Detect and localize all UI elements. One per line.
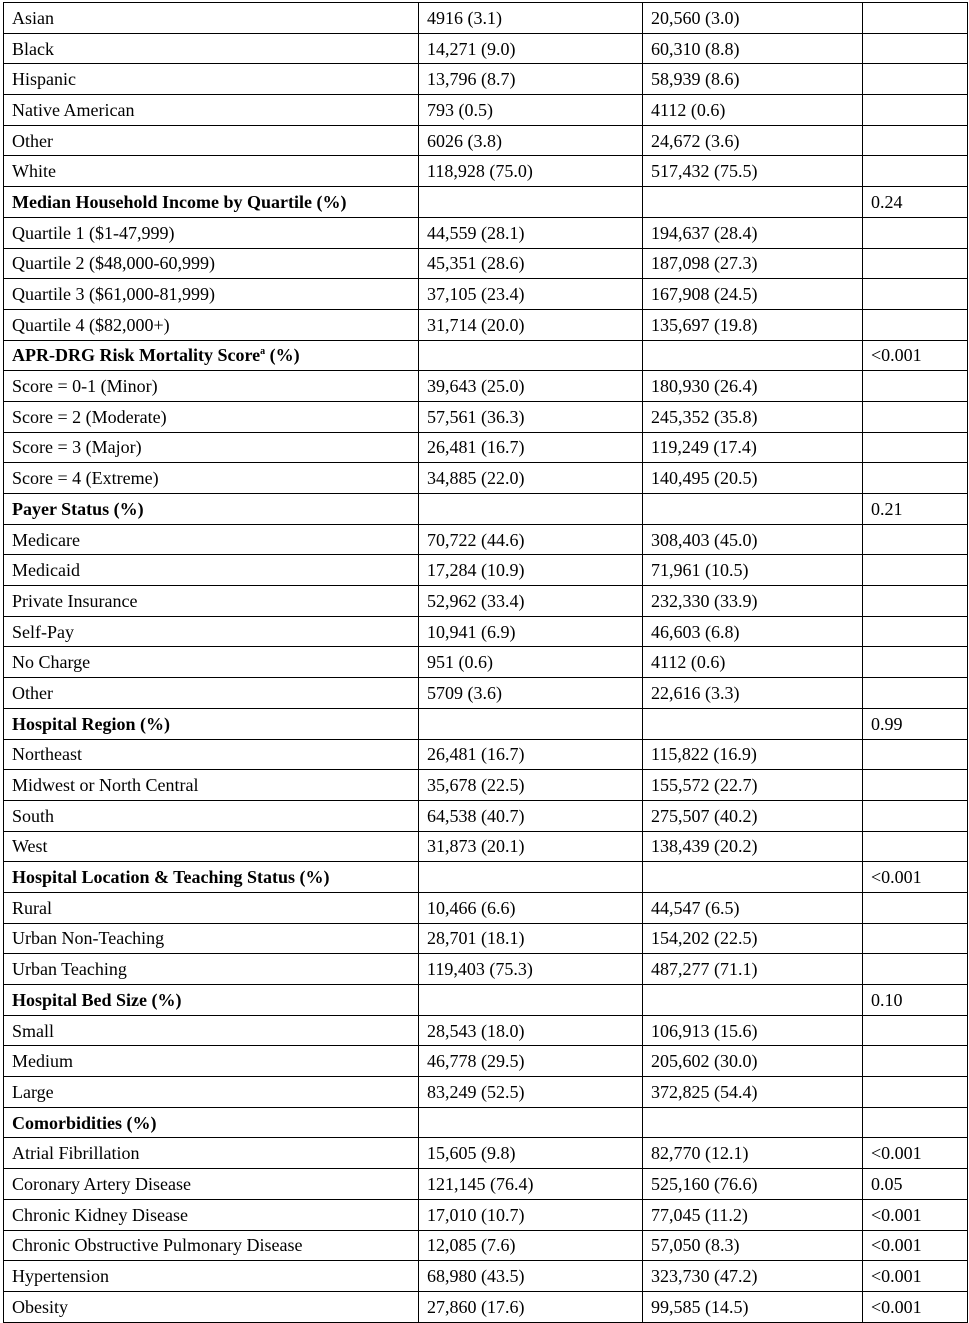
table-row xyxy=(4,217,968,248)
row-label: Score = 3 (Major) xyxy=(12,437,142,458)
count-cell-group-1 xyxy=(419,494,643,525)
row-label: Obesity xyxy=(12,1296,68,1317)
count-cell-group-1: 57,561 (36.3) xyxy=(419,401,643,432)
row-label-cell xyxy=(4,371,419,402)
row-label-cell xyxy=(4,33,419,64)
data-table xyxy=(3,2,968,1323)
p-value-cell xyxy=(863,64,968,95)
table-row xyxy=(4,524,968,555)
p-value-cell xyxy=(863,463,968,494)
count-cell-group-1 xyxy=(419,1107,643,1138)
row-label-cell xyxy=(4,1015,419,1046)
count-cell-group-1 xyxy=(419,340,643,371)
row-label: Other xyxy=(12,130,53,151)
count-cell-group-1: 70,722 (44.6) xyxy=(419,524,643,555)
row-label-cell xyxy=(4,1230,419,1261)
p-value-cell xyxy=(863,616,968,647)
count-cell-group-2: 138,439 (20.2) xyxy=(643,831,863,862)
row-label-cell xyxy=(4,892,419,923)
row-label-cell xyxy=(4,770,419,801)
row-label: Other xyxy=(12,682,53,703)
p-value-cell xyxy=(863,95,968,126)
count-cell-group-1 xyxy=(419,985,643,1016)
row-label: Medicare xyxy=(12,529,80,550)
count-cell-group-1: 64,538 (40.7) xyxy=(419,800,643,831)
p-value-cell xyxy=(863,923,968,954)
p-value-cell xyxy=(863,770,968,801)
count-cell-group-2: 205,602 (30.0) xyxy=(643,1046,863,1077)
count-cell-group-2: 71,961 (10.5) xyxy=(643,555,863,586)
row-label: White xyxy=(12,161,56,182)
count-cell-group-2: 115,822 (16.9) xyxy=(643,739,863,770)
section-header-cell xyxy=(4,494,419,525)
row-label-cell xyxy=(4,1199,419,1230)
p-value-cell: <0.001 xyxy=(863,1230,968,1261)
count-cell-group-1: 119,403 (75.3) xyxy=(419,954,643,985)
count-cell-group-2: 4112 (0.6) xyxy=(643,647,863,678)
count-cell-group-1: 26,481 (16.7) xyxy=(419,739,643,770)
count-cell-group-1: 39,643 (25.0) xyxy=(419,371,643,402)
table-row xyxy=(4,1291,968,1322)
row-label: West xyxy=(12,836,48,857)
p-value-cell xyxy=(863,831,968,862)
section-header-cell xyxy=(4,708,419,739)
footnote-marker: a xyxy=(260,346,266,358)
row-label-cell xyxy=(4,1169,419,1200)
table-row xyxy=(4,954,968,985)
p-value-cell xyxy=(863,555,968,586)
p-value-cell: <0.001 xyxy=(863,1138,968,1169)
row-label: Quartile 2 ($48,000-60,999) xyxy=(12,253,215,274)
table-row xyxy=(4,800,968,831)
table-row xyxy=(4,125,968,156)
count-cell-group-2 xyxy=(643,985,863,1016)
p-value-cell xyxy=(863,125,968,156)
p-value-cell: <0.001 xyxy=(863,1199,968,1230)
count-cell-group-1: 83,249 (52.5) xyxy=(419,1077,643,1108)
table-row xyxy=(4,279,968,310)
p-value-cell: <0.001 xyxy=(863,862,968,893)
count-cell-group-2: 57,050 (8.3) xyxy=(643,1230,863,1261)
count-cell-group-1: 28,543 (18.0) xyxy=(419,1015,643,1046)
row-label-cell xyxy=(4,555,419,586)
p-value-cell xyxy=(863,524,968,555)
count-cell-group-2: 372,825 (54.4) xyxy=(643,1077,863,1108)
count-cell-group-1: 31,873 (20.1) xyxy=(419,831,643,862)
p-value-cell xyxy=(863,647,968,678)
table-row xyxy=(4,555,968,586)
count-cell-group-2: 323,730 (47.2) xyxy=(643,1261,863,1292)
table-row xyxy=(4,1230,968,1261)
count-cell-group-1: 4916 (3.1) xyxy=(419,3,643,34)
table-row xyxy=(4,923,968,954)
p-value-cell xyxy=(863,401,968,432)
section-header-row xyxy=(4,1107,968,1138)
row-label: Small xyxy=(12,1020,55,1041)
table-row xyxy=(4,1077,968,1108)
count-cell-group-2: 119,249 (17.4) xyxy=(643,432,863,463)
row-label: Score = 0-1 (Minor) xyxy=(12,376,158,397)
row-label: Urban Non-Teaching xyxy=(12,928,165,949)
row-label-cell xyxy=(4,1291,419,1322)
row-label-cell xyxy=(4,1077,419,1108)
count-cell-group-1: 34,885 (22.0) xyxy=(419,463,643,494)
row-label-cell xyxy=(4,616,419,647)
row-label: Quartile 3 ($61,000-81,999) xyxy=(12,284,215,305)
row-label: Urban Teaching xyxy=(12,959,127,980)
count-cell-group-1: 793 (0.5) xyxy=(419,95,643,126)
section-header-row xyxy=(4,187,968,218)
p-value-cell xyxy=(863,3,968,34)
row-label: Quartile 4 ($82,000+) xyxy=(12,314,170,335)
table-row xyxy=(4,1169,968,1200)
row-label-cell xyxy=(4,831,419,862)
count-cell-group-2: 4112 (0.6) xyxy=(643,95,863,126)
table-row xyxy=(4,770,968,801)
row-label-cell xyxy=(4,586,419,617)
count-cell-group-2: 135,697 (19.8) xyxy=(643,309,863,340)
p-value-cell xyxy=(863,309,968,340)
count-cell-group-1 xyxy=(419,862,643,893)
row-label-cell xyxy=(4,95,419,126)
row-label: Black xyxy=(12,38,54,59)
count-cell-group-1: 52,962 (33.4) xyxy=(419,586,643,617)
section-header-row xyxy=(4,708,968,739)
p-value-cell xyxy=(863,1107,968,1138)
count-cell-group-2: 232,330 (33.9) xyxy=(643,586,863,617)
row-label-cell xyxy=(4,954,419,985)
row-label: Score = 4 (Extreme) xyxy=(12,468,159,489)
p-value-cell xyxy=(863,156,968,187)
row-label-cell xyxy=(4,217,419,248)
table-row xyxy=(4,248,968,279)
count-cell-group-2: 140,495 (20.5) xyxy=(643,463,863,494)
row-label: Asian xyxy=(12,7,54,28)
row-label: Self-Pay xyxy=(12,621,74,642)
table-row xyxy=(4,739,968,770)
table-body xyxy=(4,3,968,1323)
row-label-cell xyxy=(4,923,419,954)
row-label: Midwest or North Central xyxy=(12,775,199,796)
count-cell-group-2: 60,310 (8.8) xyxy=(643,33,863,64)
table-row xyxy=(4,1046,968,1077)
count-cell-group-1: 45,351 (28.6) xyxy=(419,248,643,279)
count-cell-group-1: 118,928 (75.0) xyxy=(419,156,643,187)
table-row xyxy=(4,1138,968,1169)
row-label-cell xyxy=(4,800,419,831)
count-cell-group-1: 10,466 (6.6) xyxy=(419,892,643,923)
section-header-row xyxy=(4,985,968,1016)
count-cell-group-1: 68,980 (43.5) xyxy=(419,1261,643,1292)
row-label-cell xyxy=(4,279,419,310)
count-cell-group-2 xyxy=(643,862,863,893)
count-cell-group-2: 77,045 (11.2) xyxy=(643,1199,863,1230)
p-value-cell xyxy=(863,892,968,923)
count-cell-group-1 xyxy=(419,187,643,218)
p-value-cell: 0.99 xyxy=(863,708,968,739)
table-row xyxy=(4,432,968,463)
count-cell-group-2: 154,202 (22.5) xyxy=(643,923,863,954)
section-header-row xyxy=(4,862,968,893)
row-label: Medicaid xyxy=(12,560,80,581)
count-cell-group-1: 14,271 (9.0) xyxy=(419,33,643,64)
p-value-cell xyxy=(863,217,968,248)
row-label-cell xyxy=(4,678,419,709)
count-cell-group-2 xyxy=(643,494,863,525)
row-label-cell xyxy=(4,1046,419,1077)
section-header-label: Hospital Bed Size (%) xyxy=(12,989,182,1010)
count-cell-group-2: 308,403 (45.0) xyxy=(643,524,863,555)
row-label-cell xyxy=(4,1261,419,1292)
p-value-cell xyxy=(863,1046,968,1077)
count-cell-group-1 xyxy=(419,708,643,739)
p-value-cell xyxy=(863,1077,968,1108)
table-row xyxy=(4,463,968,494)
count-cell-group-1: 31,714 (20.0) xyxy=(419,309,643,340)
count-cell-group-1: 17,010 (10.7) xyxy=(419,1199,643,1230)
table-row xyxy=(4,95,968,126)
count-cell-group-1: 37,105 (23.4) xyxy=(419,279,643,310)
count-cell-group-2 xyxy=(643,340,863,371)
p-value-cell xyxy=(863,1015,968,1046)
count-cell-group-2: 58,939 (8.6) xyxy=(643,64,863,95)
count-cell-group-1: 6026 (3.8) xyxy=(419,125,643,156)
section-header-label: Payer Status (%) xyxy=(12,498,144,519)
row-label: Chronic Obstructive Pulmonary Disease xyxy=(12,1235,303,1256)
row-label: Northeast xyxy=(12,744,82,765)
row-label-cell xyxy=(4,156,419,187)
section-header-row xyxy=(4,340,968,371)
count-cell-group-1: 27,860 (17.6) xyxy=(419,1291,643,1322)
row-label: Medium xyxy=(12,1051,73,1072)
table-row xyxy=(4,892,968,923)
section-header-label: Comorbidities (%) xyxy=(12,1112,157,1133)
count-cell-group-1: 10,941 (6.9) xyxy=(419,616,643,647)
row-label: Private Insurance xyxy=(12,590,138,611)
p-value-cell: <0.001 xyxy=(863,1261,968,1292)
row-label: Native American xyxy=(12,99,135,120)
count-cell-group-2: 46,603 (6.8) xyxy=(643,616,863,647)
count-cell-group-2: 487,277 (71.1) xyxy=(643,954,863,985)
p-value-cell xyxy=(863,586,968,617)
count-cell-group-2: 82,770 (12.1) xyxy=(643,1138,863,1169)
table-row xyxy=(4,586,968,617)
count-cell-group-2: 44,547 (6.5) xyxy=(643,892,863,923)
row-label-cell xyxy=(4,432,419,463)
p-value-cell: <0.001 xyxy=(863,1291,968,1322)
count-cell-group-2: 194,637 (28.4) xyxy=(643,217,863,248)
section-header-cell xyxy=(4,862,419,893)
row-label-cell xyxy=(4,647,419,678)
p-value-cell: 0.10 xyxy=(863,985,968,1016)
p-value-cell xyxy=(863,33,968,64)
section-header-cell xyxy=(4,340,419,371)
row-label: Rural xyxy=(12,897,52,918)
count-cell-group-2 xyxy=(643,708,863,739)
row-label: Score = 2 (Moderate) xyxy=(12,406,167,427)
row-label: Hispanic xyxy=(12,69,76,90)
count-cell-group-2: 22,616 (3.3) xyxy=(643,678,863,709)
p-value-cell: 0.05 xyxy=(863,1169,968,1200)
row-label-cell xyxy=(4,248,419,279)
row-label: Chronic Kidney Disease xyxy=(12,1204,188,1225)
table-row xyxy=(4,1199,968,1230)
row-label-cell xyxy=(4,1138,419,1169)
count-cell-group-1: 15,605 (9.8) xyxy=(419,1138,643,1169)
table-row xyxy=(4,831,968,862)
count-cell-group-2: 275,507 (40.2) xyxy=(643,800,863,831)
p-value-cell xyxy=(863,954,968,985)
row-label-cell xyxy=(4,401,419,432)
count-cell-group-2 xyxy=(643,187,863,218)
row-label-cell xyxy=(4,125,419,156)
count-cell-group-2: 187,098 (27.3) xyxy=(643,248,863,279)
p-value-cell xyxy=(863,371,968,402)
section-header-cell xyxy=(4,1107,419,1138)
table-row xyxy=(4,64,968,95)
section-header-label: APR-DRG Risk Mortality Score xyxy=(12,345,261,366)
row-label: Coronary Artery Disease xyxy=(12,1173,191,1194)
count-cell-group-1: 46,778 (29.5) xyxy=(419,1046,643,1077)
count-cell-group-2: 517,432 (75.5) xyxy=(643,156,863,187)
count-cell-group-1: 28,701 (18.1) xyxy=(419,923,643,954)
count-cell-group-2: 155,572 (22.7) xyxy=(643,770,863,801)
count-cell-group-1: 951 (0.6) xyxy=(419,647,643,678)
count-cell-group-2: 24,672 (3.6) xyxy=(643,125,863,156)
table-row xyxy=(4,3,968,34)
p-value-cell xyxy=(863,432,968,463)
count-cell-group-2: 106,913 (15.6) xyxy=(643,1015,863,1046)
table-row xyxy=(4,647,968,678)
p-value-cell xyxy=(863,248,968,279)
count-cell-group-2: 167,908 (24.5) xyxy=(643,279,863,310)
section-header-label: Hospital Location & Teaching Status (%) xyxy=(12,867,330,888)
p-value-cell xyxy=(863,279,968,310)
p-value-cell xyxy=(863,800,968,831)
count-cell-group-2: 245,352 (35.8) xyxy=(643,401,863,432)
count-cell-group-1: 17,284 (10.9) xyxy=(419,555,643,586)
row-label-cell xyxy=(4,739,419,770)
count-cell-group-1: 35,678 (22.5) xyxy=(419,770,643,801)
row-label: South xyxy=(12,805,55,826)
count-cell-group-1: 121,145 (76.4) xyxy=(419,1169,643,1200)
row-label: No Charge xyxy=(12,652,91,673)
row-label-cell xyxy=(4,3,419,34)
table-row xyxy=(4,371,968,402)
row-label: Hypertension xyxy=(12,1266,109,1287)
table-row xyxy=(4,309,968,340)
count-cell-group-1: 5709 (3.6) xyxy=(419,678,643,709)
table-row xyxy=(4,1261,968,1292)
count-cell-group-1: 26,481 (16.7) xyxy=(419,432,643,463)
table-row xyxy=(4,1015,968,1046)
table-row xyxy=(4,33,968,64)
p-value-cell: 0.21 xyxy=(863,494,968,525)
count-cell-group-2: 20,560 (3.0) xyxy=(643,3,863,34)
row-label: Quartile 1 ($1-47,999) xyxy=(12,222,175,243)
table-row xyxy=(4,678,968,709)
row-label-cell xyxy=(4,309,419,340)
p-value-cell xyxy=(863,739,968,770)
table-row xyxy=(4,401,968,432)
count-cell-group-2: 99,585 (14.5) xyxy=(643,1291,863,1322)
row-label: Atrial Fibrillation xyxy=(12,1143,140,1164)
count-cell-group-1: 13,796 (8.7) xyxy=(419,64,643,95)
table-row xyxy=(4,156,968,187)
count-cell-group-1: 44,559 (28.1) xyxy=(419,217,643,248)
section-header-cell xyxy=(4,985,419,1016)
section-header-cell xyxy=(4,187,419,218)
section-header-row xyxy=(4,494,968,525)
row-label-cell xyxy=(4,524,419,555)
p-value-cell xyxy=(863,678,968,709)
count-cell-group-2 xyxy=(643,1107,863,1138)
count-cell-group-2: 180,930 (26.4) xyxy=(643,371,863,402)
table-row xyxy=(4,616,968,647)
section-header-label: Median Household Income by Quartile (%) xyxy=(12,191,347,212)
p-value-cell: 0.24 xyxy=(863,187,968,218)
p-value-cell: <0.001 xyxy=(863,340,968,371)
count-cell-group-1: 12,085 (7.6) xyxy=(419,1230,643,1261)
row-label-cell xyxy=(4,463,419,494)
section-header-unit: (%) xyxy=(265,345,300,366)
row-label: Large xyxy=(12,1081,54,1102)
row-label-cell xyxy=(4,64,419,95)
count-cell-group-2: 525,160 (76.6) xyxy=(643,1169,863,1200)
section-header-label: Hospital Region (%) xyxy=(12,713,171,734)
